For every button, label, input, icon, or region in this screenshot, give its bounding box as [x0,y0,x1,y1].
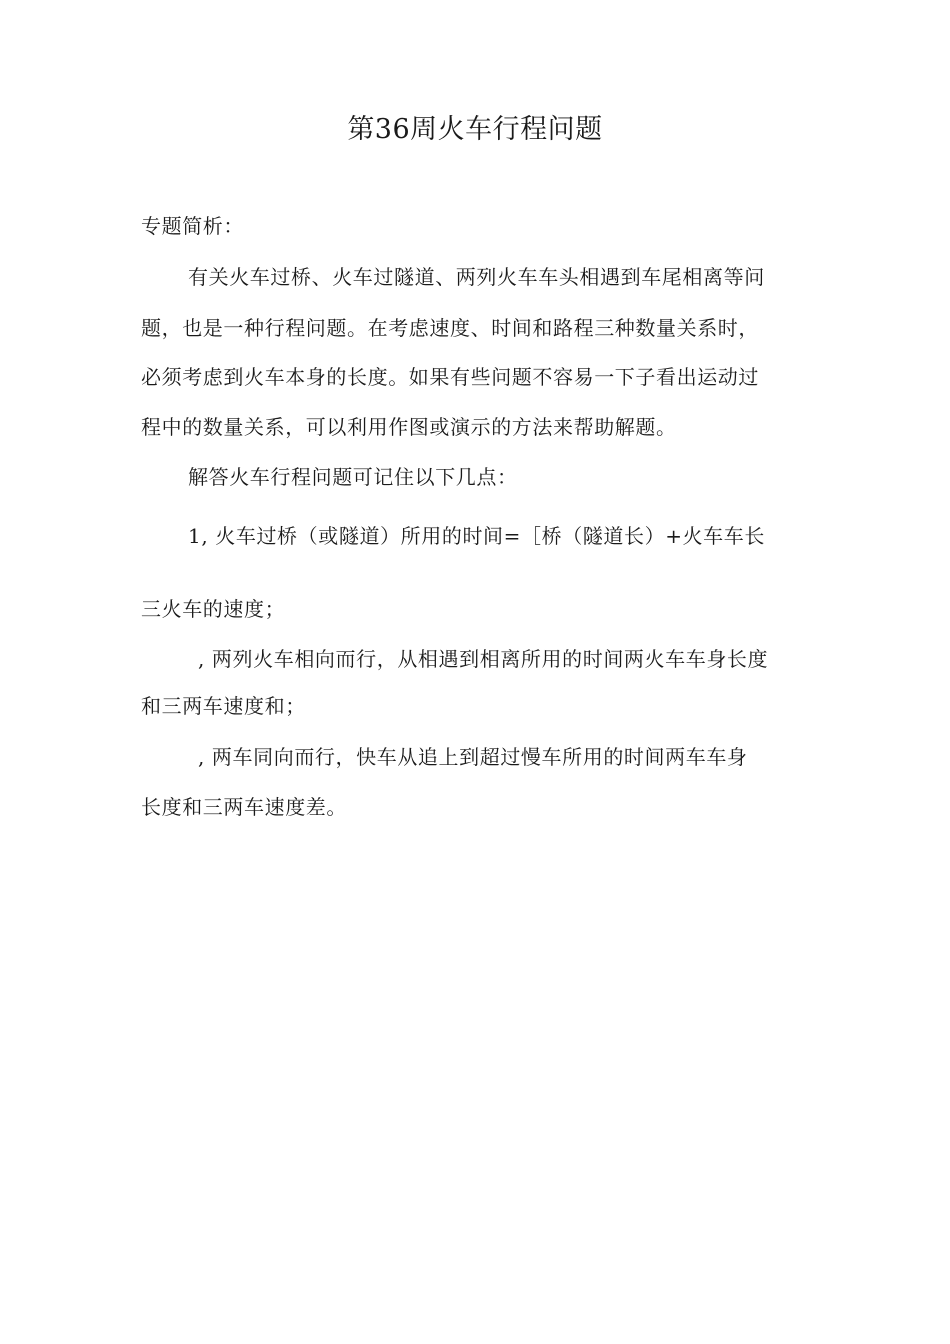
point-1-line-2: 三火车的速度； [141,597,286,621]
intro-line-4: 程中的数量关系，可以利用作图或演示的方法来帮助解题。 [141,415,677,439]
point-2-line-2: 和三两车速度和； [141,694,306,718]
intro-line-1: 有关火车过桥、火车过隧道、两列火车车头相遇到车尾相离等问 [188,265,765,289]
document-title: 第36周火车行程问题 [347,114,603,145]
points-intro: 解答火车行程问题可记住以下几点： [188,465,518,489]
point-2-line-1: , 两列火车相向而行，从相遇到相离所用的时间两火车车身长度 [198,647,769,671]
point-3-line-1: , 两车同向而行，快车从追上到超过慢车所用的时间两车车身 [198,745,748,769]
section-heading: 专题简析： [141,214,244,238]
intro-line-3: 必须考虑到火车本身的长度。如果有些问题不容易一下子看出运动过 [141,365,759,389]
intro-line-2: 题，也是一种行程问题。在考虑速度、时间和路程三种数量关系时， [141,316,759,340]
point-3-line-2: 长度和三两车速度差。 [141,795,347,819]
point-1-line-1: 1, 火车过桥（或隧道）所用的时间=［桥（隧道长）+火车车长 [188,524,765,548]
